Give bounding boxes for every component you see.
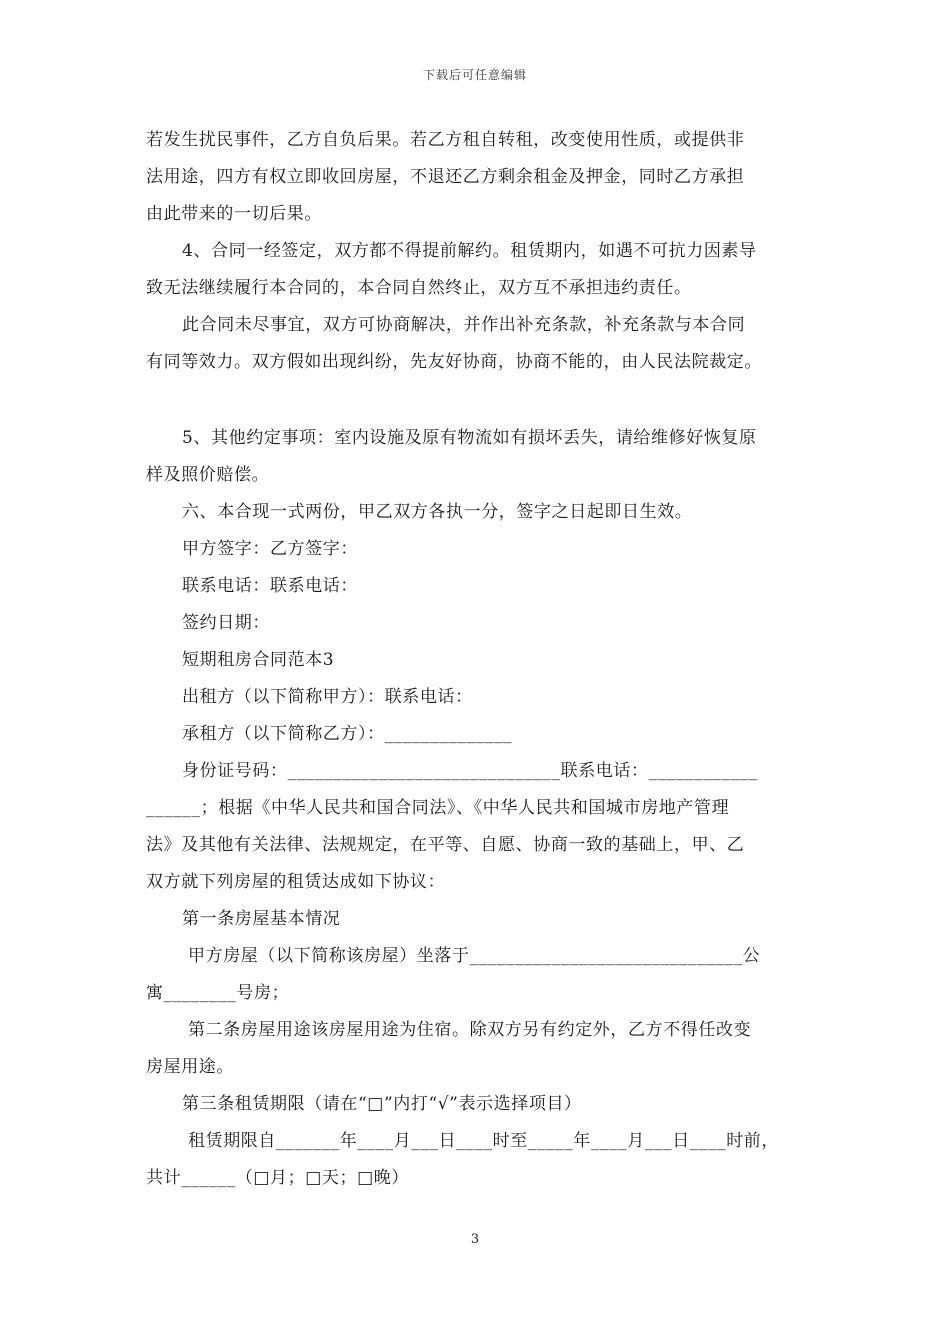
section-title: 短期租房合同范本3: [182, 650, 335, 670]
clause-4: 4、合同一经签定，双方都不得提前解约。租赁期内，如遇不可抗力因素导: [182, 241, 757, 261]
text-line: 寓________号房；: [146, 983, 290, 1003]
clause-6: 六、本合现一式两份，甲乙双方各执一分，签字之日起即日生效。: [182, 502, 693, 522]
text-line: 房屋用途。: [146, 1057, 234, 1077]
lessor-line: 出租方（以下简称甲方）：联系电话：: [182, 687, 473, 707]
article-1-title: 第一条房屋基本情况: [182, 909, 341, 929]
document-body: [146, 122, 814, 1197]
text-line: 共计______（□月；□天；□晚）: [146, 1168, 409, 1188]
text-line: 双方就下列房屋的租赁达成如下协议：: [146, 872, 446, 892]
contact-line: 联系电话：联系电话：: [182, 576, 358, 596]
text-line: 有同等效力。双方假如出现纠纷，先友好协商，协商不能的，由人民法院裁定。: [146, 352, 762, 372]
text-line: 法》及其他有关法律、法规规定，在平等、自愿、协商一致的基础上，甲、乙: [146, 835, 745, 855]
text-line: 法用途，四方有权立即收回房屋，不退还乙方剩余租金及押金，同时乙方承担: [146, 167, 745, 187]
signature-line: 甲方签字：乙方签字：: [182, 539, 358, 559]
text-line: 样及照价赔偿。: [146, 465, 270, 485]
article-2: 第二条房屋用途该房屋用途为住宿。除双方另有约定外，乙方不得任改变: [188, 1020, 752, 1040]
paragraph-supplement: 此合同未尽事宜，双方可协商解决，并作出补充条款，补充条款与本合同: [182, 315, 746, 335]
lease-term-line: 租赁期限自_______年____月___日____时至_____年____月___日____时前，: [188, 1131, 779, 1151]
clause-5: 5、其他约定事项：室内设施及原有物流如有损坏丢失，请给维修好恢复原: [182, 428, 757, 448]
text-line: 致无法继续履行本合同的，本合同自然终止，双方互不承担违约责任。: [146, 278, 692, 298]
text-line: 由此带来的一切后果。: [146, 204, 322, 224]
property-location-line: 甲方房屋（以下简称该房屋）坐落于______________________________公: [188, 946, 761, 966]
lessee-line: 承租方（以下简称乙方）：______________: [182, 724, 513, 744]
blank-gap: [146, 381, 814, 420]
page-header: 下载后可任意编辑: [422, 68, 527, 82]
id-number-line: 身份证号码：______________________________联系电话：____________: [182, 761, 758, 781]
article-3-title: 第三条租赁期限（请在“□”内打“√”表示选择项目）: [182, 1094, 582, 1114]
sign-date-line: 签约日期：: [182, 613, 270, 633]
page-number: 3: [470, 1232, 480, 1247]
text-line: 若发生扰民事件，乙方自负后果。若乙方租自转租，改变使用性质，或提供非: [146, 130, 745, 150]
text-line: ______；根据《中华人民共和国合同法》、《中华人民共和国城市房地产管理: [146, 798, 730, 818]
